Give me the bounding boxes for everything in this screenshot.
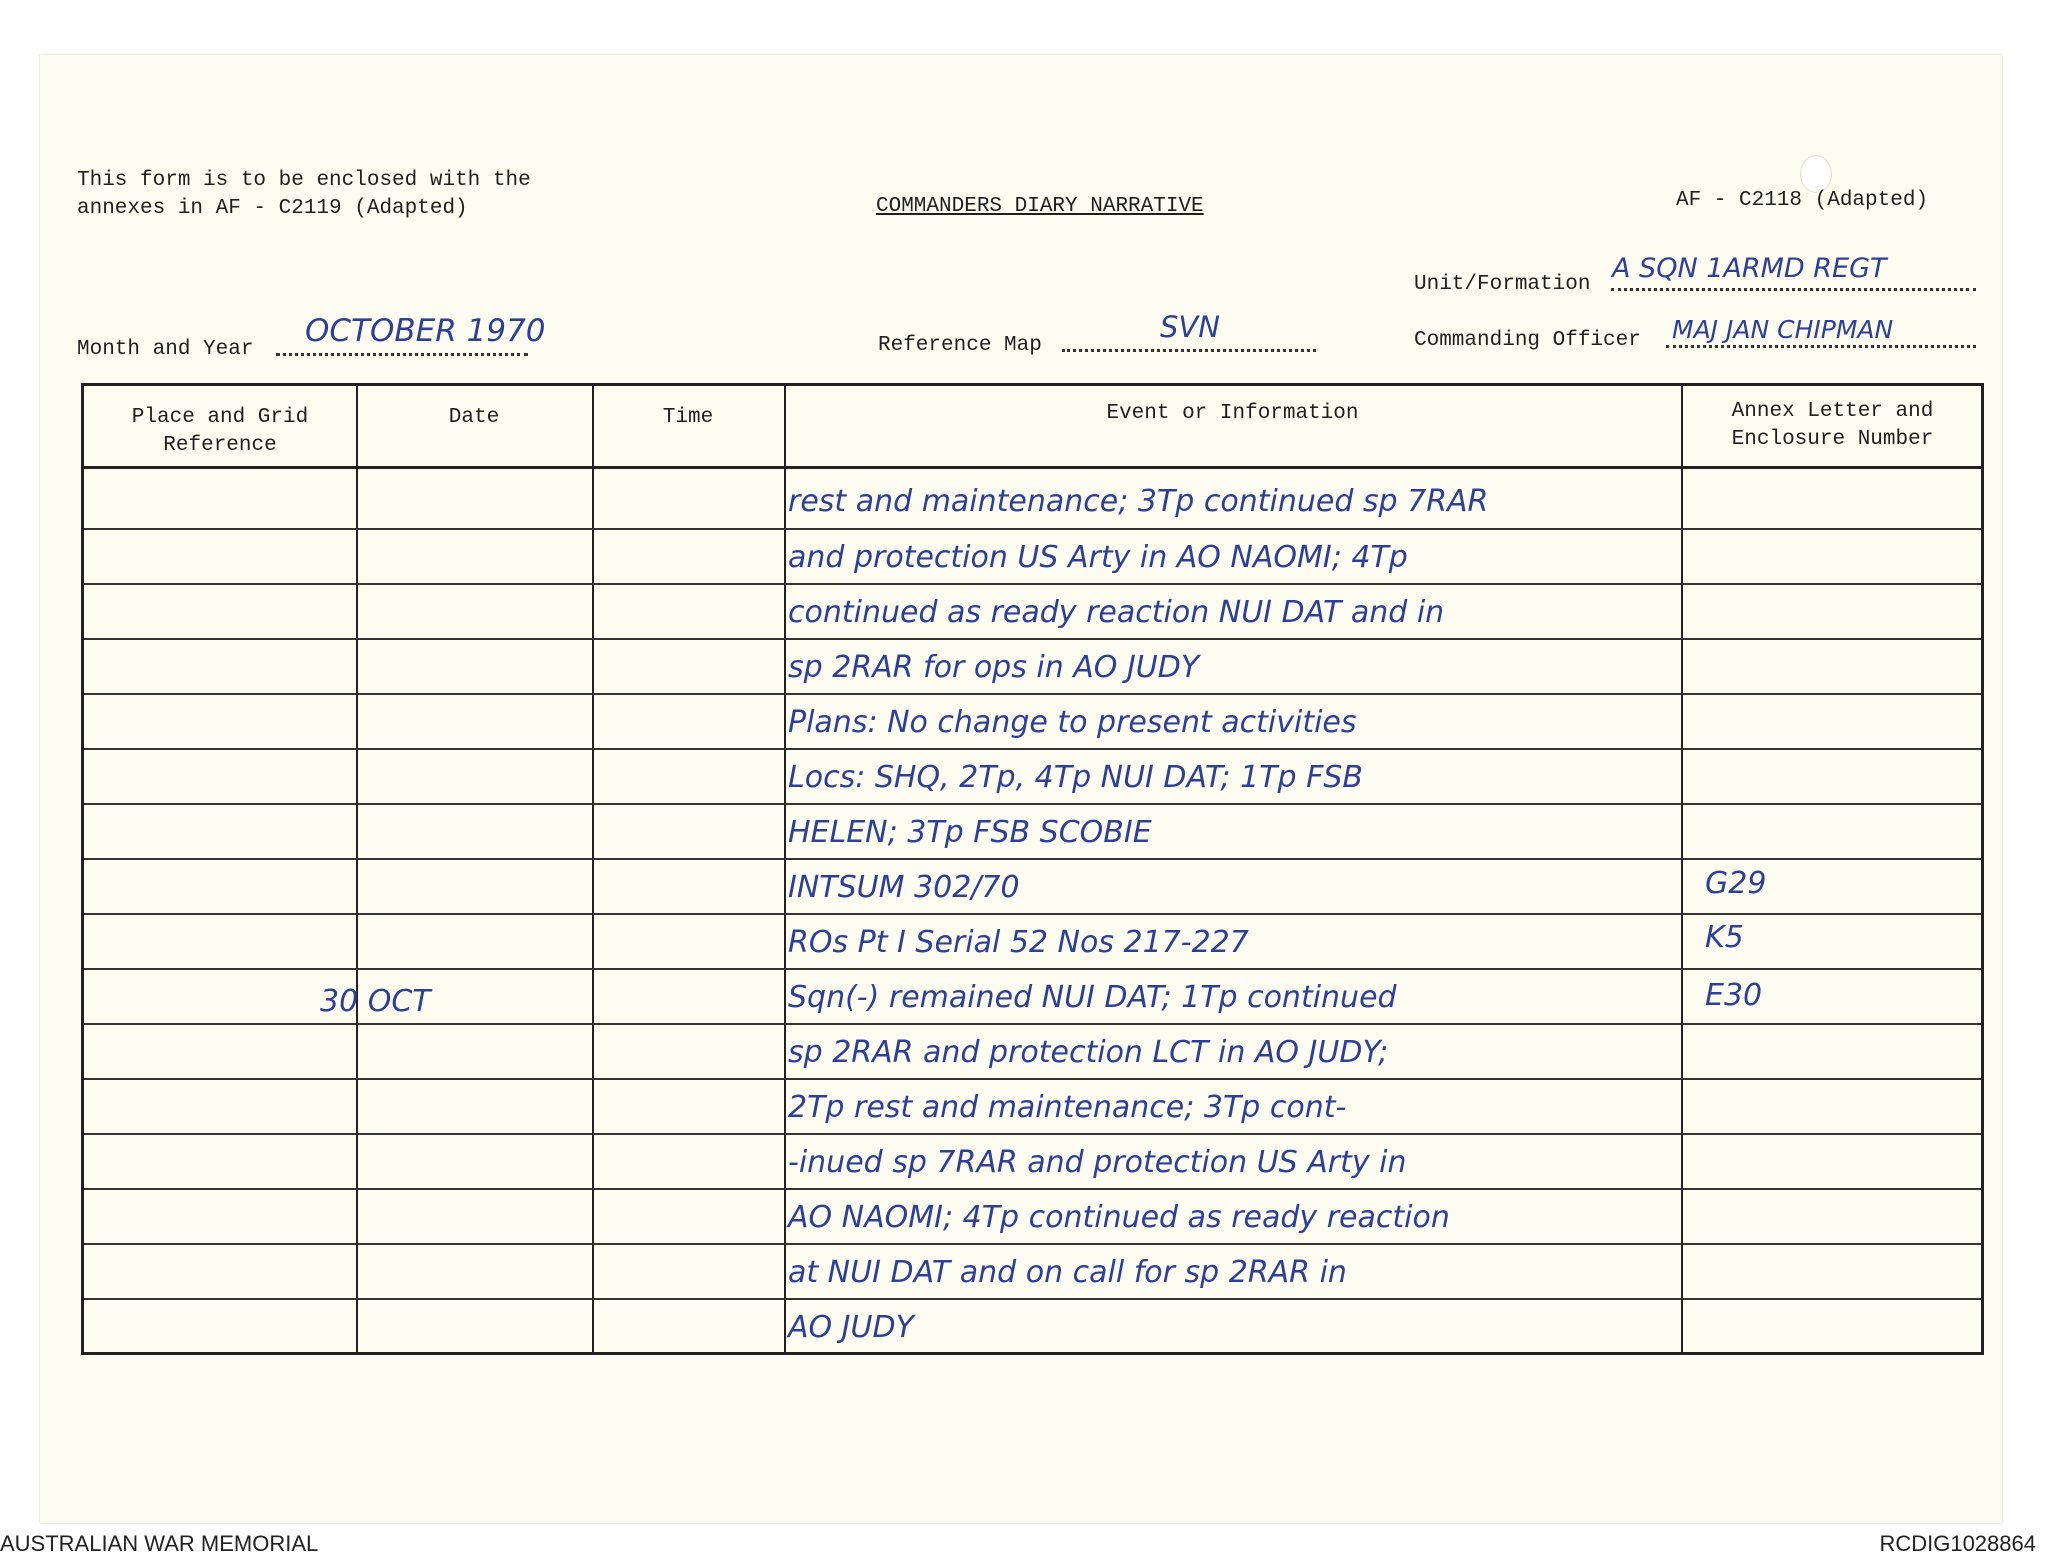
row-rule	[84, 858, 1981, 860]
table-row-event: sp 2RAR for ops in AO JUDY	[788, 650, 1200, 685]
table-row-event: ROs Pt I Serial 52 Nos 217-227	[788, 925, 1249, 960]
row-rule	[84, 1133, 1981, 1135]
table-row-event: INTSUM 302/70	[788, 870, 1020, 905]
month-year-label: Month and Year	[77, 338, 254, 361]
row-rule	[84, 748, 1981, 750]
column-header-place: Place and Grid Reference	[131, 406, 309, 457]
enclosure-note-line1: This form is to be enclosed with the	[77, 169, 531, 192]
row-rule	[84, 803, 1981, 805]
table-row-date: 30 OCT	[320, 984, 431, 1019]
row-rule	[84, 638, 1981, 640]
row-rule	[84, 968, 1981, 970]
table-row-event: Locs: SHQ, 2Tp, 4Tp NUI DAT; 1Tp FSB	[788, 760, 1363, 795]
column-header-time: Time	[662, 406, 714, 429]
table-row-event: at NUI DAT and on call for sp 2RAR in	[788, 1255, 1347, 1290]
table-row-event: HELEN; 3Tp FSB SCOBIE	[788, 815, 1152, 850]
row-rule	[84, 1078, 1981, 1080]
col-divider-1	[356, 386, 358, 1352]
col-divider-4	[1681, 386, 1683, 1352]
table-row-event: and protection US Arty in AO NAOMI; 4Tp	[788, 540, 1408, 575]
column-header-event: Event or Information	[1106, 402, 1359, 425]
reference-map-value: SVN	[1160, 310, 1220, 344]
row-rule	[84, 528, 1981, 530]
footer-record-id: RCDIG1028864	[1879, 1531, 2036, 1556]
footer-institution: AUSTRALIAN WAR MEMORIAL	[0, 1531, 319, 1556]
unit-formation-value: A SQN 1ARMD REGT	[1612, 253, 1887, 284]
row-rule	[84, 1243, 1981, 1245]
reference-map-label: Reference Map	[878, 334, 1042, 357]
table-row-event: AO NAOMI; 4Tp continued as ready reaction	[788, 1200, 1450, 1235]
col-divider-2	[592, 386, 594, 1352]
table-row-event: sp 2RAR and protection LCT in AO JUDY;	[788, 1035, 1389, 1070]
table-row-annex: K5	[1705, 920, 1744, 955]
table-row-event: continued as ready reaction NUI DAT and in	[788, 595, 1445, 630]
col-divider-3	[784, 386, 786, 1352]
row-rule	[84, 1023, 1981, 1025]
table-row-event: rest and maintenance; 3Tp continued sp 7RAR	[788, 484, 1489, 519]
row-rule	[84, 693, 1981, 695]
table-row-event: AO JUDY	[788, 1310, 914, 1345]
column-header-date: Date	[448, 406, 500, 429]
unit-formation-label: Unit/Formation	[1414, 273, 1591, 296]
table-row-event: 2Tp rest and maintenance; 3Tp cont-	[788, 1090, 1347, 1125]
table-row-annex: G29	[1705, 866, 1767, 901]
column-header-annex: Annex Letter and Enclosure Number	[1731, 400, 1934, 451]
row-rule	[84, 1188, 1981, 1190]
row-rule	[84, 1298, 1981, 1300]
reference-map-dots	[1062, 349, 1316, 352]
table-row-event: Plans: No change to present activities	[788, 705, 1357, 740]
form-code: AF - C2118 (Adapted)	[1676, 189, 1929, 212]
commanding-officer-label: Commanding Officer	[1414, 329, 1641, 352]
month-year-value: OCTOBER 1970	[305, 313, 546, 349]
commanding-officer-value: MAJ JAN CHIPMAN	[1672, 315, 1894, 344]
table-row-event: Sqn(-) remained NUI DAT; 1Tp continued	[788, 980, 1397, 1015]
header-rule	[84, 466, 1981, 469]
table-row-event: -inued sp 7RAR and protection US Arty in	[788, 1145, 1407, 1180]
commanding-officer-dots	[1666, 345, 1976, 348]
row-rule	[84, 583, 1981, 585]
month-year-dots	[276, 353, 528, 356]
unit-formation-dots	[1611, 288, 1976, 291]
row-rule	[84, 913, 1981, 915]
enclosure-note-line2: annexes in AF - C2119 (Adapted)	[77, 197, 468, 220]
form-title: COMMANDERS DIARY NARRATIVE	[876, 195, 1204, 218]
table-row-annex: E30	[1705, 978, 1763, 1013]
